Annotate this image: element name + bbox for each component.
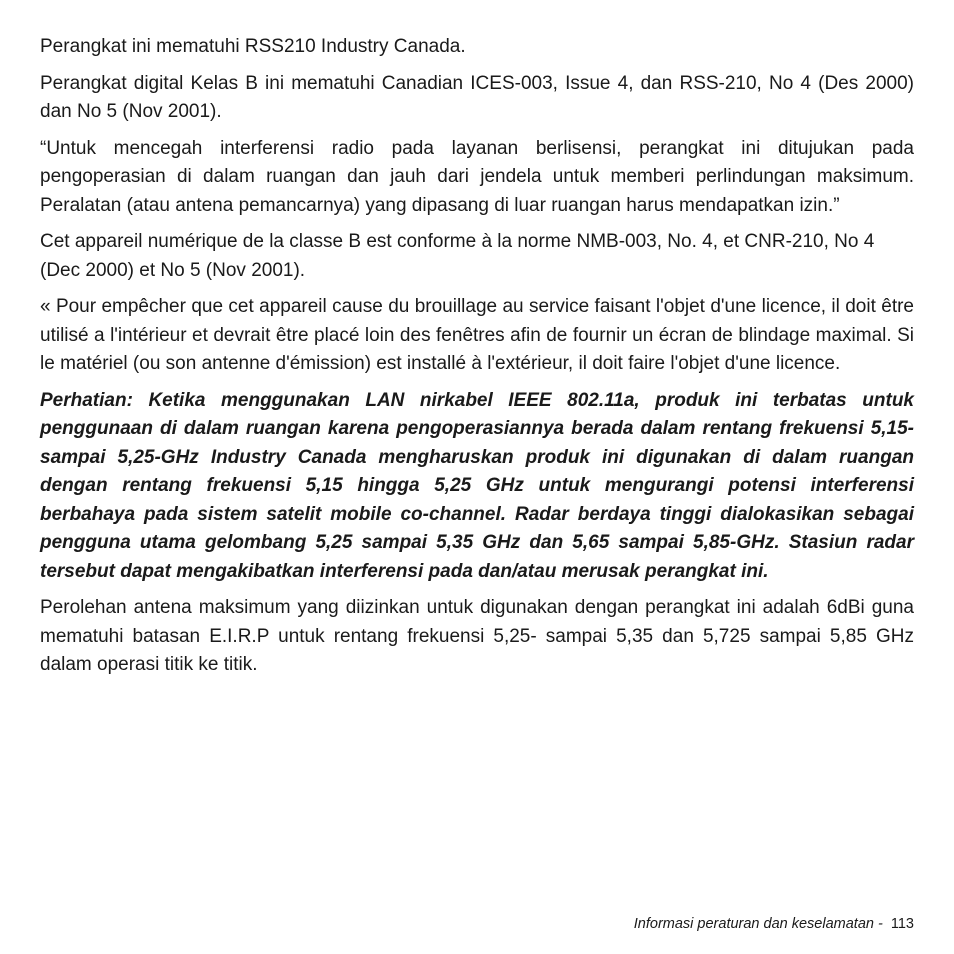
page-body [40, 33, 914, 688]
paragraph-antenna-gain: Perolehan antena maksimum yang diizinkan untuk digunakan dengan perangkat ini adalah 6dBi guna mematuhi batasan E.I.R.P untuk rentang frekuensi 5,25- sampai 5,35 dan 5,725 sampai 5,85 GHz dalam operasi titik ke titik. [40, 597, 914, 675]
warning-paragraph: Perhatian: Ketika menggunakan LAN nirkabel IEEE 802.11a, produk ini terbatas untuk penggunaan di dalam ruangan karena pengoperasiannya berada dalam rentang frekuensi 5,15- sampai 5,25-GHz Industry Canada mengharuskan produk ini digunakan di dalam ruangan dengan rentang frekuensi 5,15 hingga 5,25 GHz untuk mengurangi potensi interferensi berbahaya pada sistem satelit mobile co-channel. Radar berdaya tinggi dialokasikan sebagai pengguna utama gelombang 5,25 sampai 5,35 GHz dan 5,65 sampai 5,85-GHz. Stasiun radar tersebut dapat mengakibatkan interferensi pada dan/atau merusak perangkat ini. [40, 389, 914, 582]
paragraph-rss210: Perangkat ini mematuhi RSS210 Industry Canada. [40, 36, 466, 57]
paragraph-french-quote: « Pour empêcher que cet appareil cause du brouillage au service faisant l'objet d'une licence, il doit être utilisé a l'intérieur et devrait être placé loin des fenêtres afin de fournir un écran de blindage maximal. Si le matériel (ou son antenne d'émission) est installé à l'extérieur, il doit faire l'objet d'une licence. [40, 296, 914, 374]
page-number: 113 [890, 916, 914, 932]
paragraph-indoor-use-quote: “Untuk mencegah interferensi radio pada layanan berlisensi, perangkat ini ditujukan pada pengoperasian di dalam ruangan dan jauh dari jendela untuk memberi perlindungan maksimum. Peralatan (atau antena pemancarnya) yang dipasang di luar ruangan harus mendapatkan izin.” [40, 137, 914, 216]
page-footer [634, 916, 914, 932]
paragraph-french-class-b: Cet appareil numérique de la classe B est conforme à la norme NMB-003, No. 4, et CNR-210, No 4 (Dec 2000) et No 5 (Nov 2001). [40, 231, 875, 281]
footer-section-title: Informasi peraturan dan keselamatan - [633, 916, 891, 932]
paragraph-class-b-compliance: Perangkat digital Kelas B ini mematuhi Canadian ICES-003, Issue 4, dan RSS-210, No 4 (Des 2000) dan No 5 (Nov 2001). [40, 72, 914, 122]
